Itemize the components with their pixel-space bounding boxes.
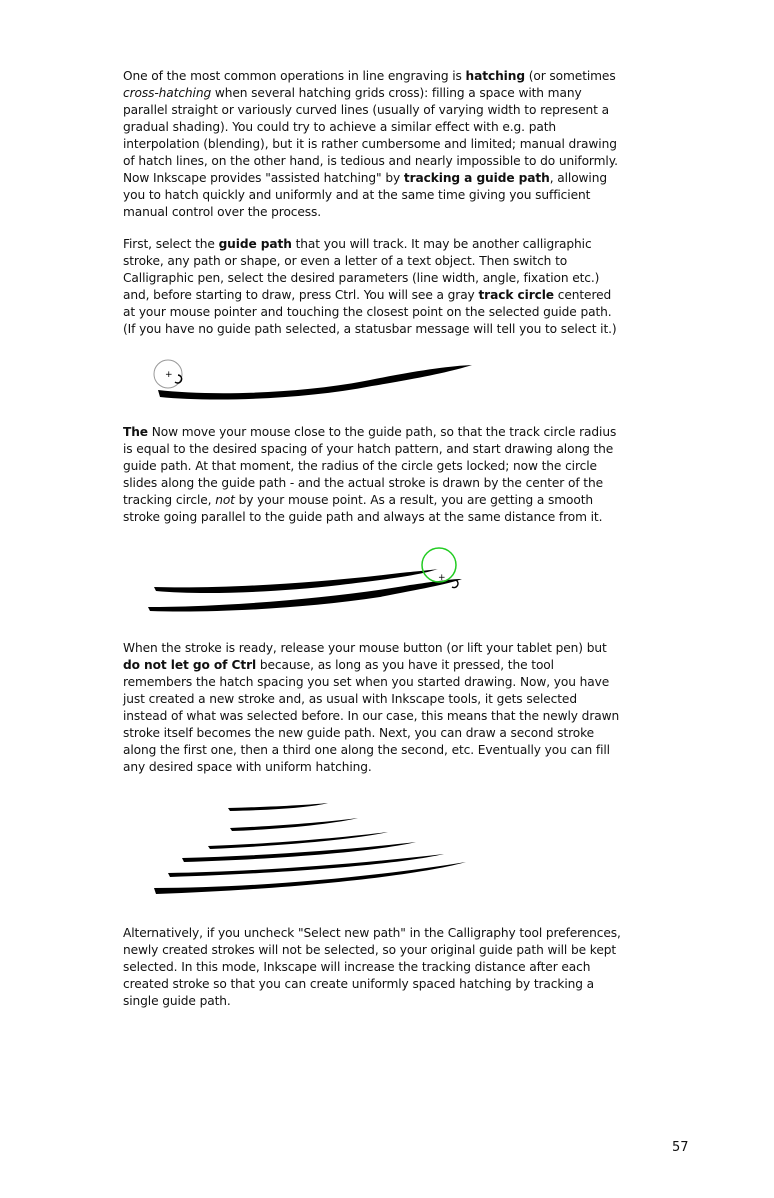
- paragraph-select-guide: First, select the guide path that you will track. It may be another calligraphic stroke, any path or shape, or even a letter of a text object. Then switch to Calligraphic pen, select the desired parameters (line width, angle, fixation etc.) and, before starting to draw, press Ctrl. You will see a gray track circle centered at your mouse pointer and touching the closest point on the selected guide path. (If you have no guide path selected, a statusbar message will tell you to select it.): [123, 237, 617, 336]
- paragraph-select-new-path: Alternatively, if you uncheck "Select new path" in the Calligraphy tool preferences, newly created strokes will not be selected, so your original guide path will be kept selected. In this mode, Inkscape will increase the tracking distance after each created stroke so that you can create uniformly spaced hatching by tracking a single guide path.: [123, 926, 621, 1008]
- paragraph-move-mouse: The Now move your mouse close to the guide path, so that the track circle radius is equal to the desired spacing of your hatch pattern, and start drawing along the guide path. At that moment, the radius of the circle gets locked; now the circle slides along the guide path - and the actual stroke is drawn by the center of the tracking circle, not by your mouse point. As a result, you are getting a smooth stroke going parallel to the guide path and always at the same distance from it.: [123, 425, 617, 524]
- hatch-stroke: [230, 818, 358, 831]
- paragraph-release-stroke: When the stroke is ready, release your mouse button (or lift your tablet pen) but do not let go of Ctrl because, as long as you have it pressed, the tool remembers the hatch spacing you set when you started drawing. Now, you have just created a new stroke and, as usual with Inkscape tools, it gets selected instead of what was selected before. In our case, this means that the newly drawn stroke itself becomes the new guide path. Next, you can draw a second stroke along the first one, then a third one along the second, etc. Eventually you can fill any desired space with uniform hatching.: [123, 641, 620, 774]
- figure-tracking-stroke: [140, 545, 470, 615]
- guide-stroke: [158, 365, 472, 399]
- paragraph-hatching-intro: One of the most common operations in line engraving is hatching (or sometimes cross-hatching when several hatching grids cross): filling a space with many parallel straight or variously curved lines (usually of varying width to represent a gradual shading). You could try to achieve a similar effect with e.g. path interpolation (blending), but it is rather cumbersome and limited; manual drawing of hatch lines, on the other hand, is tedious and nearly impossible to do uniformly. Now Inkscape provides "assisted hatching" by tracking a guide path, allowing you to hatch quickly and uniformly and at the same time giving you sufficient manual control over the process.: [123, 69, 618, 219]
- crosshair-icon: +: [438, 573, 446, 583]
- term-hatching: hatching: [465, 69, 525, 83]
- hatch-stroke: [182, 842, 416, 862]
- term-cross-hatching: cross-hatching: [123, 86, 212, 100]
- term-track-circle: track circle: [478, 288, 554, 302]
- hatch-stroke: [228, 803, 328, 811]
- term-tracking-guide-path: tracking a guide path: [403, 171, 550, 185]
- term-do-not-let-go: do not let go of Ctrl: [123, 658, 257, 672]
- figure-track-circle: [150, 352, 480, 407]
- term-guide-path: guide path: [218, 237, 292, 251]
- figure-uniform-hatching: [148, 798, 473, 898]
- crosshair-icon: +: [165, 370, 173, 380]
- page-number: 57: [672, 1140, 689, 1155]
- hatch-stroke: [208, 832, 388, 849]
